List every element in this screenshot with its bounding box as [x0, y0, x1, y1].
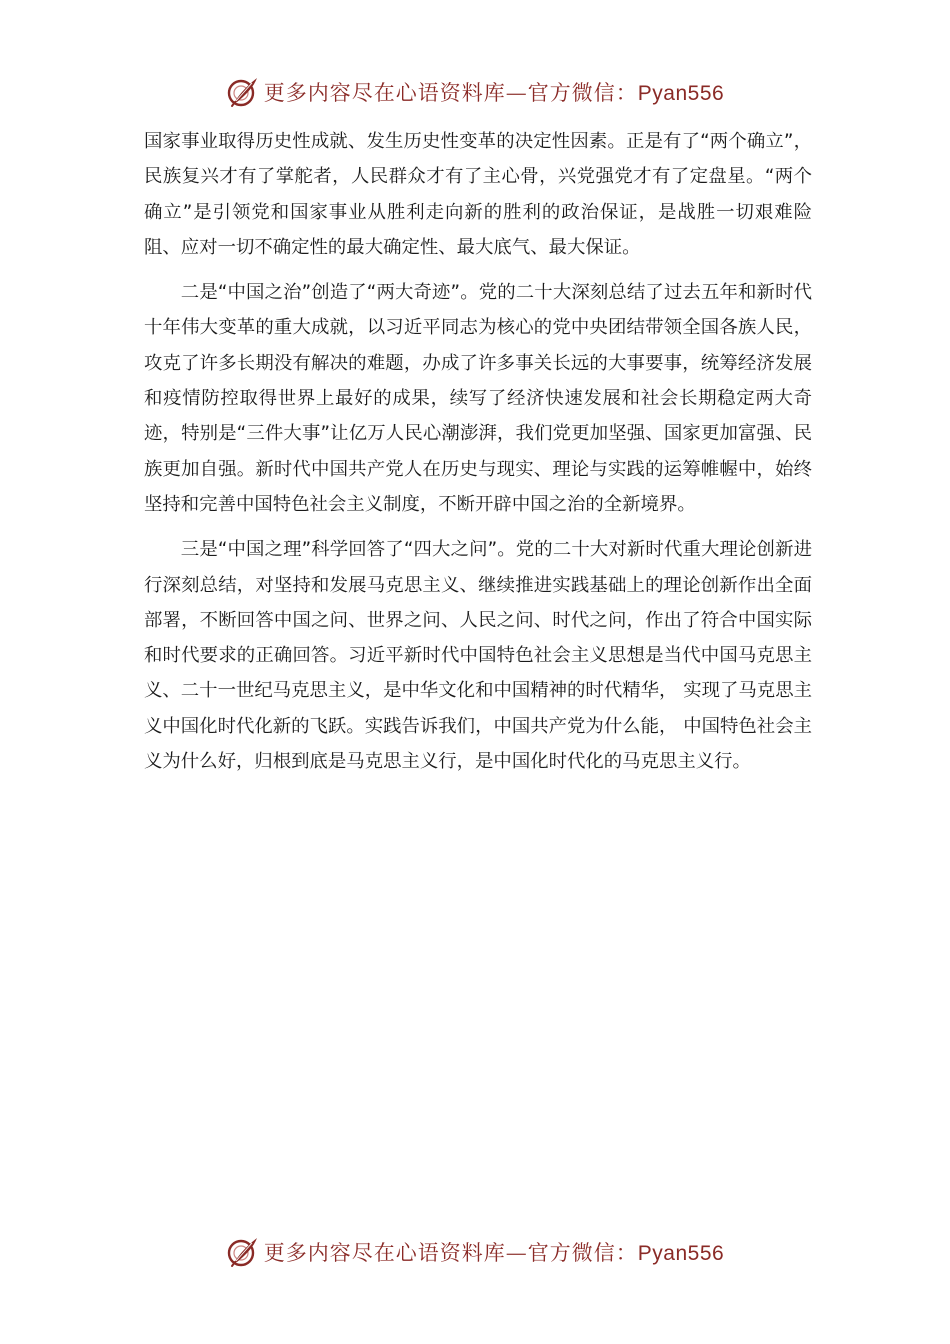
footer-banner-text	[264, 1237, 724, 1267]
footer-banner	[0, 1232, 950, 1272]
banner-slogan: 更多内容尽在心语资料库	[263, 81, 506, 105]
banner-slogan: 更多内容尽在心语资料库	[263, 1241, 506, 1265]
quill-pen-logo-icon	[226, 1235, 260, 1269]
banner-wechat-id: Pyan556	[637, 82, 725, 105]
banner-separator: —	[505, 81, 528, 105]
banner-separator: —	[505, 1241, 528, 1265]
banner-contact-label: 官方微信：	[527, 1241, 638, 1265]
paragraph-continuation: 国家事业取得历史性成就、发生历史性变革的决定性因素。正是有了“两个确立”，民族复兴才有了掌舵者，人民群众才有了主心骨，兴党强党才有了定盘星。“两个确立”是引领党和国家事业从胜利走向新的胜利的政治保证，是战胜一切艰难险阻、应对一切不确定性的最大确定性、最大底气、最大保证。	[144, 131, 812, 258]
header-banner	[0, 72, 950, 112]
paragraph-chinese-theory: 三是“中国之理”科学回答了“四大之问”。党的二十大对新时代重大理论创新进行深刻总结，对坚持和发展马克思主义、继续推进实践基础上的理论创新作出全面部署，不断回答中国之问、世界之问、人民之问、时代之问，作出了符合中国实际和时代要求的正确回答。习近平新时代中国特色社会主义思想是当代中国马克思主义、二十一世纪马克思主义，是中华文化和中国精神的时代精华， 实现了马克思主义中国化时代化新的飞跃。实践告诉我们，中国共产党为什么能， 中国特色社会主义为什么好，归根到底是马克思主义行，是中国化时代化的马克思主义行。	[144, 539, 812, 773]
banner-contact-label: 官方微信：	[527, 81, 638, 105]
quill-pen-logo-icon	[226, 75, 260, 109]
paragraph-chinese-governance: 二是“中国之治”创造了“两大奇迹”。党的二十大深刻总结了过去五年和新时代十年伟大变革的重大成就，以习近平同志为核心的党中央团结带领全国各族人民，攻克了许多长期没有解决的难题，办成了许多事关长远的大事要事，统筹经济发展和疫情防控取得世界上最好的成果，续写了经济快速发展和社会长期稳定两大奇迹，特别是“三件大事”让亿万人民心潮澎湃，我们党更加坚强、国家更加富强、民族更加自强。新时代中国共产党人在历史与现实、理论与实践的运筹帷幄中，始终坚持和完善中国特色社会主义制度，不断开辟中国之治的全新境界。	[144, 282, 812, 515]
document-body	[144, 124, 812, 779]
banner-wechat-id: Pyan556	[637, 1242, 725, 1265]
header-banner-text	[264, 77, 724, 107]
